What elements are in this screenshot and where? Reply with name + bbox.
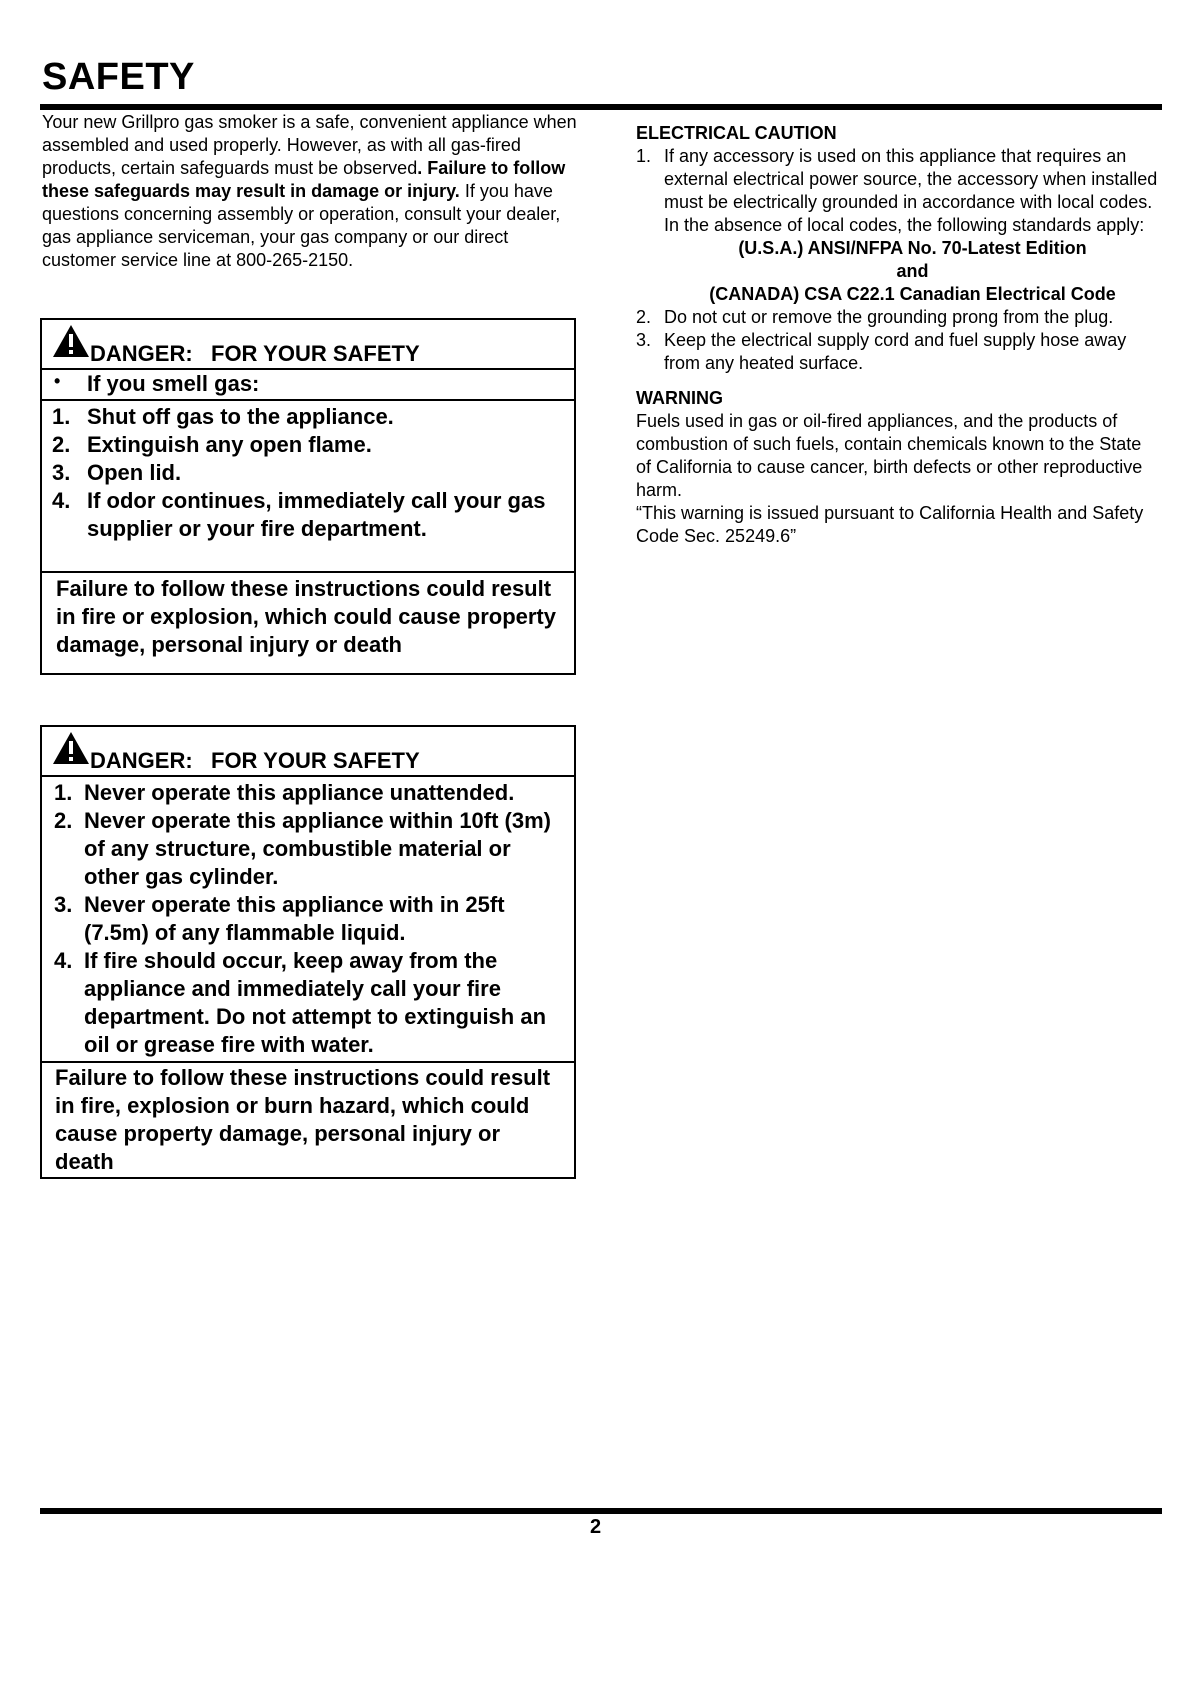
header-rule — [40, 104, 1162, 110]
step-text: Never operate this appliance unattended. — [84, 780, 515, 805]
danger-box-operation — [40, 725, 576, 1179]
list-item — [52, 403, 564, 431]
step-number: 3. — [52, 460, 71, 485]
list-item — [636, 329, 1161, 375]
item-text: If any accessory is used on this appliance that requires an external electrical power source, the accessory when installed must be electrically grounded in accordance with local codes. In the absence of local codes, the following standards apply: — [664, 146, 1158, 235]
standard-usa: (U.S.A.) ANSI/NFPA No. 70-Latest Edition — [738, 238, 1087, 258]
failure-warning: Failure to follow these instructions could result in fire, explosion or burn hazard, which could cause property damage, personal injury or death — [55, 1065, 551, 1174]
item-text: Keep the electrical supply cord and fuel supply hose away from any heated surface. — [664, 330, 1127, 373]
danger-header-text: DANGER: FOR YOUR SAFETY — [90, 341, 420, 366]
gas-steps-list — [42, 403, 574, 543]
step-number: 1. — [54, 780, 73, 805]
bullet-dot: • — [54, 371, 61, 391]
list-item — [636, 306, 1161, 329]
step-number: 1. — [52, 404, 71, 429]
electrical-list — [636, 145, 1161, 237]
step-text: Shut off gas to the appliance. — [87, 404, 394, 429]
step-number: 4. — [54, 948, 73, 973]
step-number: 2. — [52, 432, 71, 457]
danger-header-text: DANGER: FOR YOUR SAFETY — [90, 748, 420, 773]
item-text: Do not cut or remove the grounding prong from the plug. — [664, 307, 1114, 327]
list-item — [54, 779, 564, 807]
danger-header — [42, 727, 574, 777]
intro-bold-warning: . Failure to follow these safeguards may result in damage or injury. — [42, 158, 566, 201]
right-column — [636, 122, 1161, 548]
intro-text-1: Your new Grillpro gas smoker is a safe, convenient appliance when assembled and used properly. However, as with all gas-fired products, certain safeguards must be observed — [42, 112, 577, 178]
list-item — [54, 891, 564, 947]
list-item — [54, 807, 564, 891]
intro-paragraph — [42, 111, 582, 272]
standard-and: and — [896, 261, 929, 281]
step-number: 2. — [54, 808, 73, 833]
warning-triangle-icon — [52, 324, 90, 358]
warning-triangle-icon — [52, 731, 90, 765]
warning-heading: WARNING — [636, 388, 723, 408]
item-number: 2. — [636, 307, 652, 327]
step-text: If odor continues, immediately call your gas supplier or your fire department. — [87, 488, 546, 541]
step-text: If fire should occur, keep away from the appliance and immediately call your fire department. Do not attempt to extinguish an oil or grease fire with water. — [84, 948, 547, 1057]
list-item — [52, 459, 564, 487]
footer-rule — [40, 1508, 1162, 1514]
danger-box-gas — [40, 318, 576, 675]
page-number: 2 — [589, 1516, 602, 1538]
step-number: 3. — [54, 892, 73, 917]
list-item — [52, 431, 564, 459]
intro-text-2: If you have questions concerning assembly or operation, consult your dealer, gas appliance serviceman, your gas company or our direct customer service line at 800-265-2150. — [42, 181, 561, 270]
operation-steps-section — [42, 777, 574, 1063]
danger-header — [42, 320, 574, 370]
electrical-list-continued — [636, 306, 1161, 375]
list-item — [52, 487, 564, 543]
page-title: SAFETY — [42, 56, 195, 98]
failure-warning: Failure to follow these instructions could result in fire or explosion, which could cause property damage, personal injury or death — [56, 576, 556, 657]
step-text: Extinguish any open flame. — [87, 432, 372, 457]
list-item — [636, 145, 1161, 237]
standard-canada: (CANADA) CSA C22.1 Canadian Electrical Code — [709, 284, 1116, 304]
electrical-caution-heading: ELECTRICAL CAUTION — [636, 123, 837, 143]
item-number: 1. — [636, 146, 652, 166]
smell-gas-label: If you smell gas: — [87, 371, 260, 396]
step-number: 4. — [52, 488, 71, 513]
warning-body: Fuels used in gas or oil-fired appliances, and the products of combustion of such fuels, contain chemicals known to the State of California to cause cancer, birth defects or other reproductive harm. — [636, 411, 1143, 500]
smell-gas-row — [42, 370, 574, 401]
step-text: Never operate this appliance within 10ft (3m) of any structure, combustible material or other gas cylinder. — [84, 808, 552, 889]
item-number: 3. — [636, 330, 652, 350]
gas-steps-section — [42, 401, 574, 573]
warning-quote: “This warning is issued pursuant to California Health and Safety Code Sec. 25249.6” — [636, 503, 1144, 546]
step-text: Open lid. — [87, 460, 182, 485]
list-item — [54, 947, 564, 1059]
operation-steps-list — [42, 779, 574, 1059]
step-text: Never operate this appliance with in 25ft (7.5m) of any flammable liquid. — [84, 892, 505, 945]
